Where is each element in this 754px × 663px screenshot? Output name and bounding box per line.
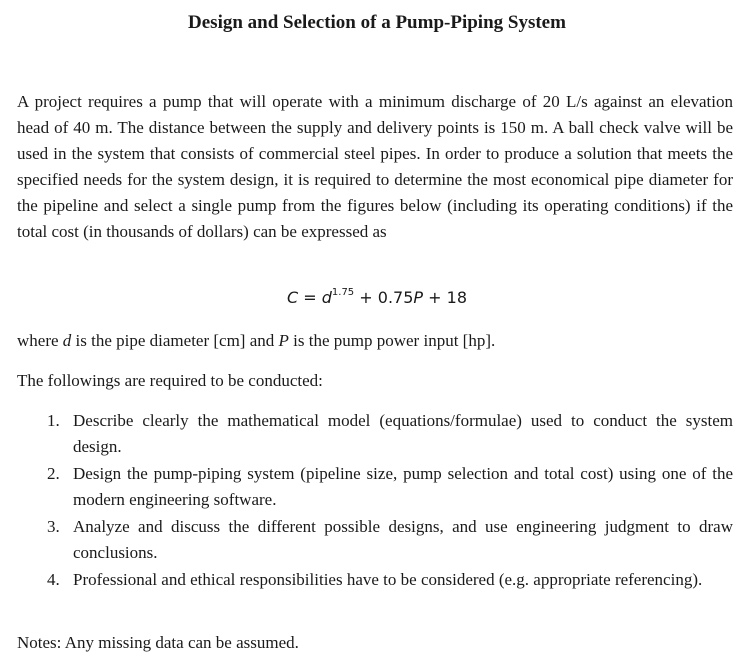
list-item bbox=[47, 514, 733, 566]
list-number: 4. bbox=[47, 570, 60, 589]
list-text: Professional and ethical responsibilities have to be considered (e.g. appropriate referencing). bbox=[73, 570, 703, 589]
notes-paragraph: Notes: Any missing data can be assumed. bbox=[17, 633, 299, 652]
eq-p: P bbox=[413, 288, 424, 307]
followings-paragraph: The followings are required to be conducted: bbox=[17, 371, 323, 390]
where-b: is the pipe diameter [cm] and bbox=[71, 331, 279, 350]
eq-equals: = bbox=[303, 288, 317, 307]
where-p: P bbox=[278, 331, 289, 350]
document-title: Design and Selection of a Pump-Piping System bbox=[188, 12, 566, 33]
list-item bbox=[47, 408, 733, 460]
list-number: 1. bbox=[47, 411, 60, 430]
intro-paragraph: A project requires a pump that will operate with a minimum discharge of 20 L/s against an elevation head of 40 m. The distance between the supply and delivery points is 150 m. A ball check valve will be used in the system that consists of commercial steel pipes. In order to produce a solution that meets the specified needs for the system design, it is required to determine the most economical pipe diameter for the pipeline and select a single pump from the figures below (including its operating conditions) if the total cost (in thousands of dollars) can be expressed as bbox=[17, 92, 733, 241]
eq-d: d bbox=[321, 288, 332, 307]
list-item bbox=[47, 567, 733, 593]
requirements-list bbox=[47, 408, 733, 594]
where-d: d bbox=[62, 331, 72, 350]
list-number: 3. bbox=[47, 517, 60, 536]
where-c: is the pump power input [hp]. bbox=[288, 331, 496, 350]
eq-tail: + 18 bbox=[428, 288, 467, 307]
cost-equation bbox=[0, 288, 754, 307]
list-text: Design the pump-piping system (pipeline size, pump selection and total cost) using one of the modern engineering software. bbox=[73, 464, 733, 509]
where-paragraph bbox=[17, 328, 733, 354]
list-text: Analyze and discuss the different possible designs, and use engineering judgment to draw conclusions. bbox=[73, 517, 733, 562]
eq-lhs: C bbox=[286, 288, 299, 307]
eq-middle: + 0.75 bbox=[359, 288, 414, 307]
where-a: where bbox=[17, 331, 63, 350]
list-number: 2. bbox=[47, 464, 60, 483]
eq-exponent: 1.75 bbox=[331, 286, 355, 298]
list-text: Describe clearly the mathematical model (equations/formulae) used to conduct the system design. bbox=[73, 411, 733, 456]
list-item bbox=[47, 461, 733, 513]
